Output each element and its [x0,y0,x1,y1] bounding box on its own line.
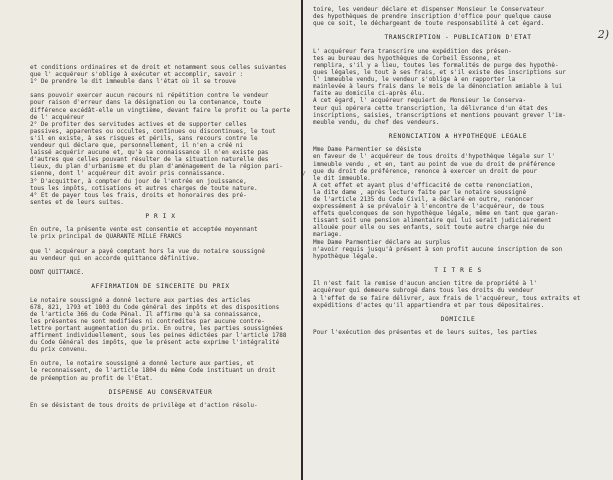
text-line: En outre, la présente vente est consentie et acceptée moyennant [30,226,258,234]
text-line: expressément à se prévaloir à l'encontre de l'acquéreur, de tous [313,203,545,211]
text-line: teur qui opérera cette transcription, la délivrance d'un état des [313,104,548,112]
affirmation-paragraph [30,297,291,382]
text-line: vendeur qui déclare que, personnellement, il n'en a créé ni [30,142,244,150]
text-line: de l'article 366 du Code Pénal. Il affirme qu'à sa connaissance, [30,310,262,318]
left-page [0,0,301,480]
text-line: de l'article 2135 du Code Civil, a déclaré en outre, renoncer [313,195,534,203]
text-line: de préemption au profit de l'Etat. [30,374,153,382]
text-line: laissé acquérir aucune et, qu'à sa connaissance il n'en existe pas [30,149,269,157]
text-line: expéditions d'actes qu'il appartiendra et par tous dépositaires. [313,301,545,309]
text-line: lettre portant augmentation du prix. En outre, les parties soussignées [30,324,283,332]
domicile-heading: DOMICILE [440,315,476,323]
page-number: 2) [597,28,609,41]
renonciation-heading: RENONCIATION A HYPOTHEQUE LEGALE [388,132,528,140]
text-line: effets quelconques de son hypothèque légale, même en tant que garan- [313,210,559,218]
text-line: remplira, s'il y a lieu, toutes les formalités de purge des hypothè- [313,61,559,69]
text-line [30,241,291,248]
text-line: immeuble vendu , et en, tant au point de vue du droit de préférence [313,160,556,168]
text-line: A cet effet et ayant plus d'efficacité de cette renonciation, [313,181,534,189]
titres-heading: T I T R E S [434,266,482,274]
text-line: sienne, dont l' acquéreur dit avoir pris connaissance. [30,170,226,178]
text-line: n'avoir requis jusqu'à présent à son profit aucune inscription de son [313,245,563,253]
text-line: que l' acquéreur a payé comptant hors la vue du notaire soussigné [30,247,265,255]
text-line: d'autres que celles pouvant résulter de la situation naturelle des [30,156,269,164]
text-line: que ce soit, le déchargeant de toute responsabilité à cet égard. [313,20,545,28]
text-line: En outre, le notaire soussigné a donné lecture aux parties, et [30,360,254,368]
right-page [303,0,613,480]
text-line: 4° Et de payer tous les frais, droits et honoraires des pré- [30,191,247,199]
text-line: Mme Dame Parmentier déclare au surplus [313,238,451,246]
dispense-heading: DISPENSE AU CONSERVATEUR [108,388,213,396]
text-line: lieux, du plan d'urbanisme et du plan d'aménagement de la région pari- [30,163,283,171]
text-line: de l' acquéreur [30,113,85,121]
affirmation-heading: AFFIRMATION DE SINCERITE DU PRIX [91,283,230,291]
text-line: 678, 821, 1793 et 1803 du Code général des impôts et des dispositions [30,303,280,311]
text-line: Le notaire soussigné a donné lecture aux parties des articles [30,296,251,304]
text-line: en faveur de l' acquéreur de tous droits d'hypothèque légale sur l' [313,153,556,161]
transcription-heading: TRANSCRIPTION - PUBLICATION D'ETAT [384,34,532,42]
text-line: pour raison d'erreur dans la désignation ou la contenance, toute [30,99,262,107]
text-line: l' immeuble vendu, le vendeur s'oblige à en rapporter la [313,76,516,84]
text-line: des hypothèques de prendre inscription d'office pour quelque cause [313,13,552,21]
text-line: différence excédât-elle un vingtième, devant faire le profit ou la perte [30,106,291,114]
text-line [30,262,291,269]
text-line: acquéreur qui demeure subrogé dans tous les droits du vendeur [313,287,534,295]
text-line: inscriptions, saisies, transcriptions et mentions pouvant grever l'im- [313,111,566,119]
text-line: les présentes ne sont modifiées ni contredites par aucune contre- [30,317,265,325]
titres-paragraph [313,280,603,308]
text-line: sentes et de leurs suites. [30,198,124,206]
text-line: le prix principal de QUARANTE MILLE FRANCS [30,233,182,241]
text-line: le reconnaissent, de l'article 1804 du même Code instituant un droit [30,367,276,375]
text-line: DONT QUITTANCE. [30,268,85,276]
text-line: hypothèque légale. [313,252,379,260]
text-line: mainlevée à leurs frais dans le mois de la dénonciation amiable à lui [313,83,563,91]
dispense-continuation [313,6,603,27]
dispense-paragraph: En se désistant de tous droits de privilège et d'action résolu- [30,402,258,410]
text-line: Il n'est fait la remise d'aucun ancien titre de propriété à l' [313,280,537,288]
text-line: tous les impôts, cotisations et autres charges de toute nature. [30,184,258,192]
text-line: L' acquéreur fera transcrire une expédition des présen- [313,47,512,55]
text-line: tissant soit une pension alimentaire qui lui serait judiciairement [313,217,552,225]
text-line: au vendeur qui en accorde quittance définitive. [30,254,200,262]
text-line: du Code Général des impôts, que le présent acte exprime l'intégralité [30,339,280,347]
text-line: mariage. [313,231,342,239]
text-line: meuble vendu, du chef des vendeurs. [313,118,440,126]
text-line: affirment individuellement, sous les peines édictées par l'article 1788 [30,332,287,339]
text-line: et conditions ordinaires et de droit et notamment sous celles suivantes [30,64,287,71]
text-line: 2° De profiter des servitudes actives et de supporter celles [30,120,247,128]
margin-mark: ⁄ [301,170,307,180]
text-line: 1° De prendre le dit immeuble dans l'état où il se trouve [30,78,236,86]
text-line: que du droit de préférence, renonce à exercer un droit de pour [313,167,537,175]
transcription-paragraph [313,48,603,126]
text-line: A cet égard, l' acquéreur requiert de Monsieur le Conserva- [313,97,527,105]
text-line: 3° D'acquitter, à compter du jour de l'entrée en jouissance, [30,177,247,185]
conditions-paragraph [30,64,291,206]
text-line: faite au domicile ci-après élu. [313,90,425,98]
renonciation-paragraph [313,146,603,260]
text-line: Mme Dame Parmentier se désiste [313,146,422,154]
text-line: à l'effet de se faire délivrer, aux frais de l'acquéreur, tous extraits et [313,294,581,302]
text-line: allouée pour elle ou ses enfants, soit toute autre charge née du [313,224,545,232]
text-line: tes au bureau des hypothèques de Corbeil Essonne, et [313,54,501,62]
text-line: le dit immeuble. [313,174,371,182]
text-line: la dite dame , après lecture faite par le notaire soussigné [313,188,527,196]
prix-heading: P R I X [145,212,176,220]
text-line: que l' acquéreur s'oblige à exécuter et accomplir, savoir : [30,71,244,79]
text-line: du prix convenu. [30,346,88,354]
text-line [30,353,291,360]
prix-paragraph [30,226,291,276]
text-line: passives, apparentes ou occultes, continues ou discontinues, le tout [30,127,276,135]
text-line: s'il en existe, à ses risques et périls, sans recours contre le [30,134,258,142]
text-line: ques légales, le tout à ses frais, et s'il existe des inscriptions sur [313,69,566,77]
text-line [30,85,291,92]
domicile-paragraph: Pour l'exécution des présentes et de leurs suites, les parties [313,329,537,337]
text-line: toire, les vendeur déclare et dispenser Monsieur le Conservateur [313,6,545,13]
text-line: sans pouvoir exercer aucun recours ni répétition contre le vendeur [30,92,269,100]
